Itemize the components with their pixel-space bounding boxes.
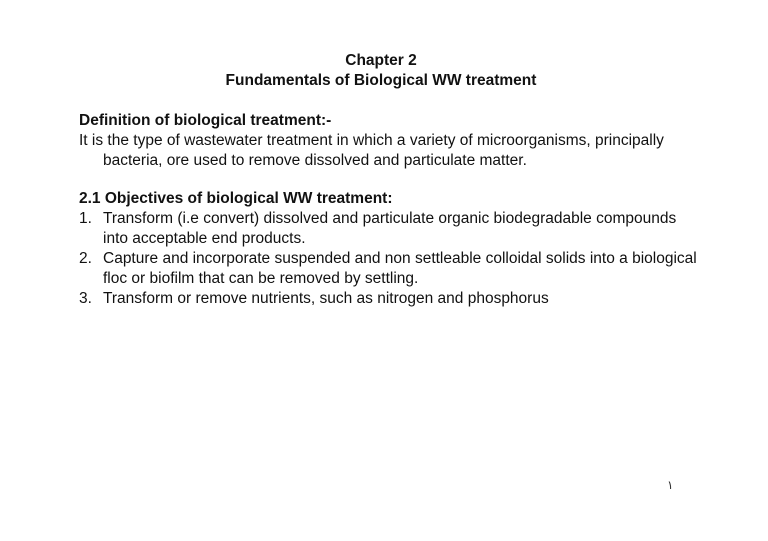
objective-item [79, 249, 699, 289]
definition-section [79, 111, 699, 171]
objective-number: 3. [79, 290, 92, 307]
definition-text: It is the type of wastewater treatment in which a variety of microorganisms, principally bacteria, ore used to remove dissolved and particulate matter. [79, 132, 664, 169]
definition-heading: Definition of biological treatment:- [79, 112, 332, 129]
objectives-list [79, 209, 699, 309]
objective-number: 1. [79, 210, 92, 227]
objective-item [79, 289, 699, 309]
page-number: ١ [667, 478, 674, 492]
objectives-heading: 2.1 Objectives of biological WW treatment: [79, 190, 393, 207]
objective-number: 2. [79, 250, 92, 267]
objective-text: Capture and incorporate suspended and non settleable colloidal solids into a biological floc or biofilm that can be removed by settling. [103, 250, 697, 287]
objectives-section [79, 189, 699, 309]
objective-text: Transform (i.e convert) dissolved and particulate organic biodegradable compounds into acceptable end products. [103, 210, 677, 247]
objective-text: Transform or remove nutrients, such as nitrogen and phosphorus [103, 290, 549, 307]
chapter-header [0, 51, 762, 91]
chapter-number: Chapter 2 [345, 52, 417, 69]
chapter-title: Fundamentals of Biological WW treatment [225, 72, 537, 89]
objective-item [79, 209, 699, 249]
